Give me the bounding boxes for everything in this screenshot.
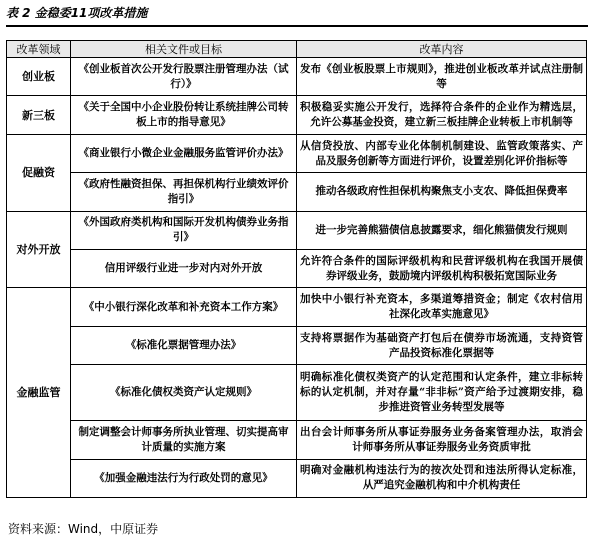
content-cell: 允许符合条件的国际评级机构和民营评级机构在我国开展债券评级业务，鼓励境内评级机构积极拓宽国际业务 xyxy=(297,250,587,288)
table-row xyxy=(7,211,587,249)
content-cell: 明确对金融机构违法行为的按次处罚和违法所得认定标准，从严追究金融机构和中介机构责任 xyxy=(297,459,587,497)
source-note: 资料来源：Wind，中原证券 xyxy=(8,522,159,536)
document-cell: 制定调整会计师事务所执业管理、切实提高审计质量的实施方案 xyxy=(71,421,297,459)
document-cell: 《创业板首次公开发行股票注册管理办法（试行）》 xyxy=(71,58,297,96)
table-row xyxy=(7,288,587,326)
content-cell: 加快中小银行补充资本，多渠道筹措资金；制定《农村信用社深化改革实施意见》 xyxy=(297,288,587,326)
table-row xyxy=(7,58,587,96)
document-cell: 信用评级行业进一步对内对外开放 xyxy=(71,250,297,288)
document-cell: 《政府性融资担保、再担保机构行业绩效评价指引》 xyxy=(71,173,297,211)
table-row xyxy=(7,459,587,497)
document-cell: 《标准化票据管理办法》 xyxy=(71,326,297,364)
table-row xyxy=(7,421,587,459)
field-cell: 新三板 xyxy=(7,96,71,134)
table-row xyxy=(7,134,587,172)
document-cell: 《关于全国中小企业股份转让系统挂牌公司转板上市的指导意见》 xyxy=(71,96,297,134)
document-cell: 《外国政府类机构和国际开发机构债券业务指引》 xyxy=(71,211,297,249)
table-row xyxy=(7,365,587,421)
document-cell: 《标准化债权类资产认定规则》 xyxy=(71,365,297,421)
content-cell: 进一步完善熊猫债信息披露要求，细化熊猫债发行规则 xyxy=(297,211,587,249)
document-cell: 《商业银行小微企业金融服务监管评价办法》 xyxy=(71,134,297,172)
document-cell: 《中小银行深化改革和补充资本工作方案》 xyxy=(71,288,297,326)
table-row xyxy=(7,250,587,288)
field-cell: 促融资 xyxy=(7,134,71,211)
content-cell: 发布《创业板股票上市规则》，推进创业板改革并试点注册制等 xyxy=(297,58,587,96)
header-content: 改革内容 xyxy=(297,41,587,58)
header-field: 改革领域 xyxy=(7,41,71,58)
table-row xyxy=(7,326,587,364)
content-cell: 明确标准化债权类资产的认定范围和认定条件，建立非标转标的认定机制，并对存量“非非标”资产给予过渡期安排，稳步推进资管业务转型发展等 xyxy=(297,365,587,421)
table-row xyxy=(7,96,587,134)
document-cell: 《加强金融违法行为行政处罚的意见》 xyxy=(71,459,297,497)
field-cell: 创业板 xyxy=(7,58,71,96)
content-cell: 从信贷投放、内部专业化体制机制建设、监管政策落实、产品及服务创新等方面进行评价，设置差别化评价指标等 xyxy=(297,134,587,172)
field-cell: 对外开放 xyxy=(7,211,71,288)
content-cell: 出台会计师事务所从事证券服务业务备案管理办法，取消会计师事务所从事证券服务业务资质审批 xyxy=(297,421,587,459)
title-underline xyxy=(6,25,588,27)
field-cell: 金融监管 xyxy=(7,288,71,498)
table-header-row xyxy=(7,41,587,58)
header-document: 相关文件或目标 xyxy=(71,41,297,58)
content-cell: 支持将票据作为基础资产打包后在债券市场流通，支持资管产品投资标准化票据等 xyxy=(297,326,587,364)
reform-table xyxy=(6,40,587,498)
table-title: 表 2 金稳委11项改革措施 xyxy=(6,6,148,20)
table-row xyxy=(7,173,587,211)
content-cell: 积极稳妥实施公开发行，选择符合条件的企业作为精选层，允许公募基金投资，建立新三板挂牌企业转板上市机制等 xyxy=(297,96,587,134)
content-cell: 推动各级政府性担保机构聚焦支小支农、降低担保费率 xyxy=(297,173,587,211)
